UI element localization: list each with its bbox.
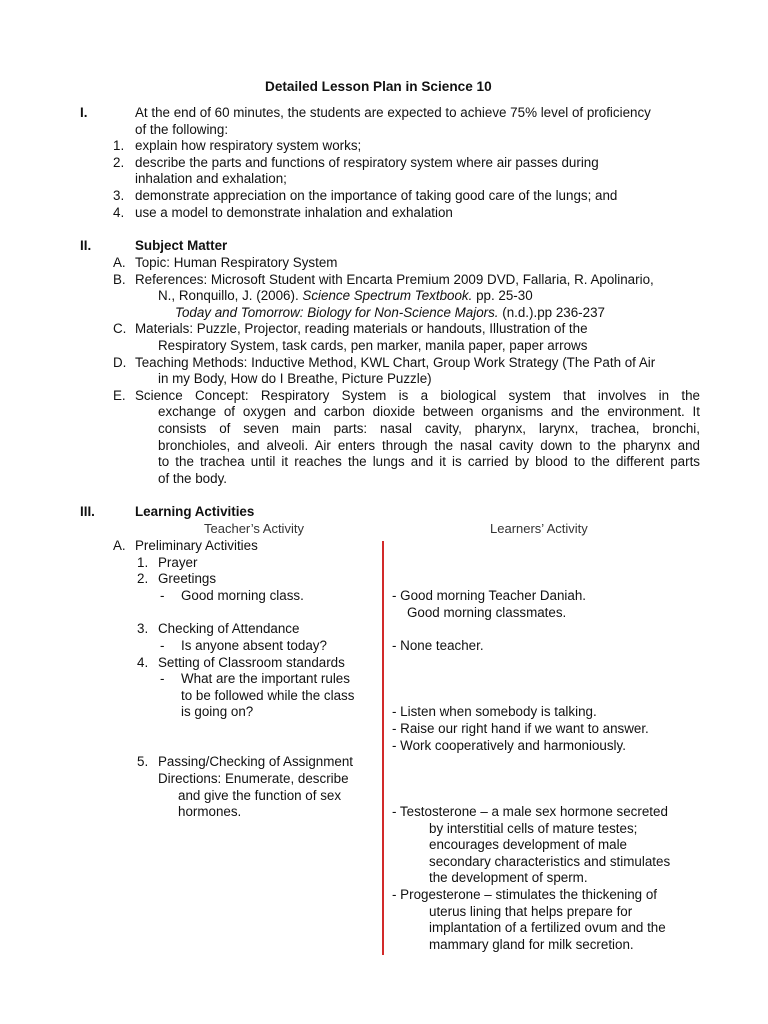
references-authors: N., Ronquillo, J. (2006). — [158, 288, 303, 303]
assignment-directions-1: Directions: Enumerate, describe — [158, 771, 349, 786]
testosterone-line-1: - Testosterone – a male sex hormone secreted — [392, 804, 668, 819]
dash: - — [160, 671, 165, 686]
references-line-2 — [158, 288, 533, 305]
learner-attendance-answer: - None teacher. — [392, 638, 484, 653]
activity-standards: Setting of Classroom standards — [158, 655, 345, 670]
concept-line: to the trachea until it reaches the lungs and it is carried by blood to the different parts — [158, 454, 700, 469]
references-pages: pp. 25-30 — [472, 288, 533, 303]
objective-text: use a model to demonstrate inhalation and exhalation — [135, 205, 453, 220]
activity-greetings: Greetings — [158, 571, 217, 586]
references-book-title-2: Today and Tomorrow: Biology for Non-Science Majors. — [175, 305, 499, 320]
methods-line-1: Teaching Methods: Inductive Method, KWL Chart, Group Work Strategy (The Path of Air — [135, 355, 656, 370]
objective-text: explain how respiratory system works; — [135, 138, 362, 153]
section-numeral-ii: II. — [80, 238, 92, 253]
subject-letter: E. — [113, 388, 126, 403]
teacher-column-header: Teacher’s Activity — [204, 521, 304, 536]
concept-line: consists of seven main parts: nasal cavity, pharynx, larynx, trachea, bronchi, — [158, 421, 700, 436]
testosterone-line-3: encourages development of male — [429, 837, 628, 852]
activity-attendance: Checking of Attendance — [158, 621, 300, 636]
activity-letter: A. — [113, 538, 126, 553]
activity-number: 5. — [137, 754, 149, 769]
concept-line: of the body. — [158, 471, 227, 486]
testosterone-line-2: by interstitial cells of mature testes; — [429, 821, 638, 836]
activity-number: 2. — [137, 571, 149, 586]
activity-number: 4. — [137, 655, 149, 670]
teacher-standards-q1: What are the important rules — [181, 671, 350, 686]
subject-matter-heading: Subject Matter — [135, 238, 228, 253]
preliminary-activities: Preliminary Activities — [135, 538, 258, 553]
progesterone-line-1: - Progesterone – stimulates the thickening of — [392, 887, 657, 902]
materials-line-1: Materials: Puzzle, Projector, reading materials or handouts, Illustration of the — [135, 321, 588, 336]
concept-line: Science Concept: Respiratory System is a biological system that involves in the — [135, 388, 700, 403]
references-book-title: Science Spectrum Textbook. — [302, 288, 473, 303]
concept-line: exchange of oxygen and carbon dioxide between organisms and the environment. It — [158, 404, 700, 419]
objectives-intro-line-2: of the following: — [135, 122, 229, 137]
progesterone-line-2: uterus lining that helps prepare for — [429, 904, 633, 919]
learner-standard-1: - Listen when somebody is talking. — [392, 704, 597, 719]
objective-number: 4. — [113, 205, 125, 220]
learner-greeting-1: - Good morning Teacher Daniah. — [392, 588, 587, 603]
subject-letter: A. — [113, 255, 126, 270]
section-numeral-iii: III. — [80, 504, 95, 519]
dash: - — [160, 588, 165, 603]
activity-number: 1. — [137, 555, 149, 570]
subject-letter: D. — [113, 355, 127, 370]
materials-line-2: Respiratory System, task cards, pen marker, manila paper, paper arrows — [158, 338, 588, 353]
objective-text: describe the parts and functions of respiratory system where air passes during — [135, 155, 599, 170]
objectives-intro-line-1: At the end of 60 minutes, the students are expected to achieve 75% level of proficiency — [135, 105, 651, 120]
teacher-standards-q3: is going on? — [181, 704, 254, 719]
objective-text: inhalation and exhalation; — [135, 171, 287, 186]
activity-number: 3. — [137, 621, 149, 636]
objective-number: 3. — [113, 188, 125, 203]
references-line-3 — [175, 305, 605, 322]
objective-number: 2. — [113, 155, 125, 170]
column-divider — [382, 541, 384, 955]
learner-standard-2: - Raise our right hand if we want to answer. — [392, 721, 649, 736]
objective-number: 1. — [113, 138, 125, 153]
activity-assignment: Passing/Checking of Assignment — [158, 754, 354, 769]
learner-standard-3: - Work cooperatively and harmoniously. — [392, 738, 626, 753]
page-title: Detailed Lesson Plan in Science 10 — [265, 79, 492, 94]
learner-column-header: Learners’ Activity — [490, 521, 588, 536]
testosterone-line-5: the development of sperm. — [429, 870, 588, 885]
assignment-directions-3: hormones. — [178, 804, 242, 819]
references-line-1: References: Microsoft Student with Encarta Premium 2009 DVD, Fallaria, R. Apolinario, — [135, 272, 654, 287]
references-pages-2: (n.d.).pp 236-237 — [498, 305, 605, 320]
progesterone-line-4: mammary gland for milk secretion. — [429, 937, 634, 952]
section-numeral-i: I. — [80, 105, 88, 120]
progesterone-line-3: implantation of a fertilized ovum and the — [429, 920, 666, 935]
teacher-attendance-question: Is anyone absent today? — [181, 638, 327, 653]
learning-activities-heading: Learning Activities — [135, 504, 255, 519]
teacher-greeting: Good morning class. — [181, 588, 304, 603]
methods-line-2: in my Body, How do I Breathe, Picture Puzzle) — [158, 371, 432, 386]
teacher-standards-q2: to be followed while the class — [181, 688, 355, 703]
testosterone-line-4: secondary characteristics and stimulates — [429, 854, 671, 869]
learner-greeting-2: Good morning classmates. — [407, 605, 567, 620]
subject-topic: Topic: Human Respiratory System — [135, 255, 338, 270]
concept-line: bronchioles, and alveoli. Air enters through the nasal cavity down to the pharynx and — [158, 438, 700, 453]
assignment-directions-2: and give the function of sex — [178, 788, 342, 803]
subject-letter: C. — [113, 321, 127, 336]
subject-letter: B. — [113, 272, 126, 287]
activity-prayer: Prayer — [158, 555, 198, 570]
dash: - — [160, 638, 165, 653]
objective-text: demonstrate appreciation on the importance of taking good care of the lungs; and — [135, 188, 618, 203]
